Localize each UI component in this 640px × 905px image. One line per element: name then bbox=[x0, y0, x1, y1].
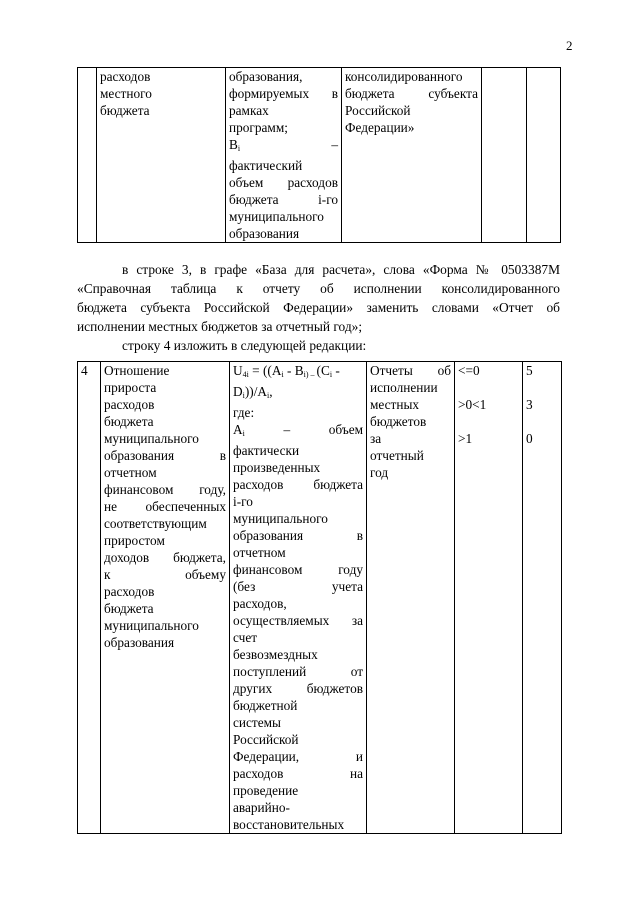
formula-line: системы bbox=[233, 715, 281, 730]
formula-part: - B bbox=[283, 363, 304, 378]
table1-name-line: расходов bbox=[100, 69, 151, 84]
name-line: муниципального bbox=[104, 431, 199, 446]
table1-formula-line: объем расходов bbox=[229, 175, 338, 190]
name-line: Отношение bbox=[104, 363, 170, 378]
source-line: бюджетов bbox=[370, 414, 427, 429]
formula-sub: i bbox=[329, 370, 333, 379]
formula-line: поступлений от bbox=[233, 664, 363, 679]
table2-cell-condition bbox=[455, 362, 523, 834]
source-line: исполнении bbox=[370, 380, 438, 395]
formula-line: Российской bbox=[233, 732, 299, 747]
indicator-table bbox=[77, 361, 562, 834]
formula-line: произведенных bbox=[233, 460, 321, 475]
a-symbol: A bbox=[233, 422, 243, 437]
table1-cell-score bbox=[527, 68, 561, 243]
formula-line: фактически bbox=[233, 443, 300, 458]
table2-cell-name bbox=[101, 362, 230, 834]
formula-line: расходов бюджета bbox=[233, 477, 363, 492]
paragraph-line: «Справочная таблица к отчету об исполнении консолидированного bbox=[77, 281, 560, 296]
paragraph-line: строку 4 изложить в следующей редакции: bbox=[122, 338, 367, 353]
formula-line: (без учета bbox=[233, 579, 363, 594]
continued-table bbox=[77, 67, 561, 243]
table1-formula-line: фактический bbox=[229, 158, 303, 173]
source-line: за bbox=[370, 431, 382, 446]
table1-source-line: бюджета субъекта bbox=[345, 86, 478, 101]
name-line: к объему bbox=[104, 567, 226, 582]
name-line: финансовом году, bbox=[104, 482, 226, 497]
formula-line: i-го bbox=[233, 494, 253, 509]
formula-u: U bbox=[233, 363, 243, 378]
formula-sub: i bbox=[267, 391, 270, 400]
a-definition bbox=[233, 421, 363, 442]
formula-sub: i bbox=[242, 391, 245, 400]
formula-part: ))/A bbox=[244, 384, 267, 399]
paragraph-line: в строке 3, в графе «База для расчета», слова «Форма № 0503387М bbox=[122, 262, 560, 277]
paragraph-line: исполнении местных бюджетов за отчетный год»; bbox=[77, 319, 363, 334]
name-line: прироста bbox=[104, 380, 157, 395]
table2-cell-formula bbox=[230, 362, 367, 834]
formula-d: D bbox=[233, 384, 243, 399]
name-line: доходов бюджета, bbox=[104, 550, 226, 565]
name-line: муниципального bbox=[104, 618, 199, 633]
table1-cell-source bbox=[342, 68, 482, 243]
b-symbol: B bbox=[229, 137, 238, 152]
a-dash: – объем bbox=[283, 422, 364, 437]
table2-cell-num: 4 bbox=[78, 362, 101, 834]
formula-line: финансовом году bbox=[233, 562, 363, 577]
source-line: местных bbox=[370, 397, 420, 412]
table1-name-line: бюджета bbox=[100, 103, 150, 118]
formula-line: осуществляемых за bbox=[233, 613, 363, 628]
formula-line: восстановительных bbox=[233, 817, 345, 832]
formula-line: расходов на bbox=[233, 766, 363, 781]
table1-formula-line: рамках bbox=[229, 103, 269, 118]
formula-line: расходов, bbox=[233, 596, 287, 611]
table1-formula-line: образования, bbox=[229, 69, 303, 84]
formula-sub: i bbox=[281, 370, 284, 379]
formula-line: Федерации, и bbox=[233, 749, 363, 764]
name-line: расходов bbox=[104, 397, 155, 412]
formula-u-sub: 4i bbox=[242, 370, 249, 379]
table1-formula-line: формируемых в bbox=[229, 86, 338, 101]
table1-formula-line: образования bbox=[229, 226, 300, 241]
table1-source-line: Федерации» bbox=[345, 120, 415, 135]
formula-line: отчетном bbox=[233, 545, 286, 560]
name-line: образования bbox=[104, 635, 175, 650]
b-dash: – bbox=[331, 137, 338, 152]
table1-source-line: Российской bbox=[345, 103, 411, 118]
page-number: 2 bbox=[566, 38, 573, 53]
name-line: отчетном bbox=[104, 465, 157, 480]
paragraph-line: бюджета субъекта Российской Федерации» заменить словами «Отчет об bbox=[77, 300, 560, 315]
table1-source-line: консолидированного bbox=[345, 69, 463, 84]
formula-line: бюджетной bbox=[233, 698, 298, 713]
table1-cell-num bbox=[78, 68, 97, 243]
formula-sub: i) – bbox=[303, 370, 317, 379]
formula-line: счет bbox=[233, 630, 258, 645]
condition-value: >1 bbox=[458, 431, 473, 446]
formula-where: где: bbox=[233, 405, 255, 420]
table2-cell-source bbox=[367, 362, 455, 834]
table1-formula-line: бюджета i-го bbox=[229, 192, 338, 207]
source-line: год bbox=[370, 465, 389, 480]
name-line: бюджета bbox=[104, 601, 154, 616]
name-line: не обеспеченных bbox=[104, 499, 226, 514]
source-line: Отчеты об bbox=[370, 363, 451, 378]
table1-formula-line: муниципального bbox=[229, 209, 324, 224]
condition-value: <=0 bbox=[458, 363, 480, 378]
source-line: отчетный bbox=[370, 448, 424, 463]
b-sub: i bbox=[237, 144, 241, 153]
table1-name-line: местного bbox=[100, 86, 152, 101]
a-sub: i bbox=[242, 429, 245, 438]
formula-expression bbox=[233, 362, 363, 383]
formula-part: = ((A bbox=[248, 363, 282, 378]
name-line: соответствующим bbox=[104, 516, 207, 531]
table1-cell-name bbox=[97, 68, 226, 243]
table1-b-definition bbox=[229, 136, 338, 157]
name-line: приростом bbox=[104, 533, 165, 548]
table1-cell-condition bbox=[482, 68, 527, 243]
name-line: образования в bbox=[104, 448, 226, 463]
condition-value: >0<1 bbox=[458, 397, 487, 412]
score-value: 3 bbox=[526, 397, 533, 412]
name-line: бюджета bbox=[104, 414, 154, 429]
formula-part: (C bbox=[316, 363, 330, 378]
formula-line: аварийно- bbox=[233, 800, 290, 815]
formula-line: других бюджетов bbox=[233, 681, 363, 696]
score-value: 0 bbox=[526, 431, 533, 446]
formula-part: - bbox=[332, 363, 340, 378]
formula-line: безвозмездных bbox=[233, 647, 318, 662]
formula-expression-cont bbox=[233, 383, 363, 404]
amendment-paragraph bbox=[77, 260, 560, 355]
formula-line: муниципального bbox=[233, 511, 328, 526]
formula-line: проведение bbox=[233, 783, 299, 798]
formula-line: образования в bbox=[233, 528, 363, 543]
table1-cell-formula bbox=[226, 68, 342, 243]
table1-formula-line: программ; bbox=[229, 120, 288, 135]
name-line: расходов bbox=[104, 584, 155, 599]
formula-part: , bbox=[269, 384, 273, 399]
score-value: 5 bbox=[526, 363, 533, 378]
table2-cell-score bbox=[523, 362, 562, 834]
